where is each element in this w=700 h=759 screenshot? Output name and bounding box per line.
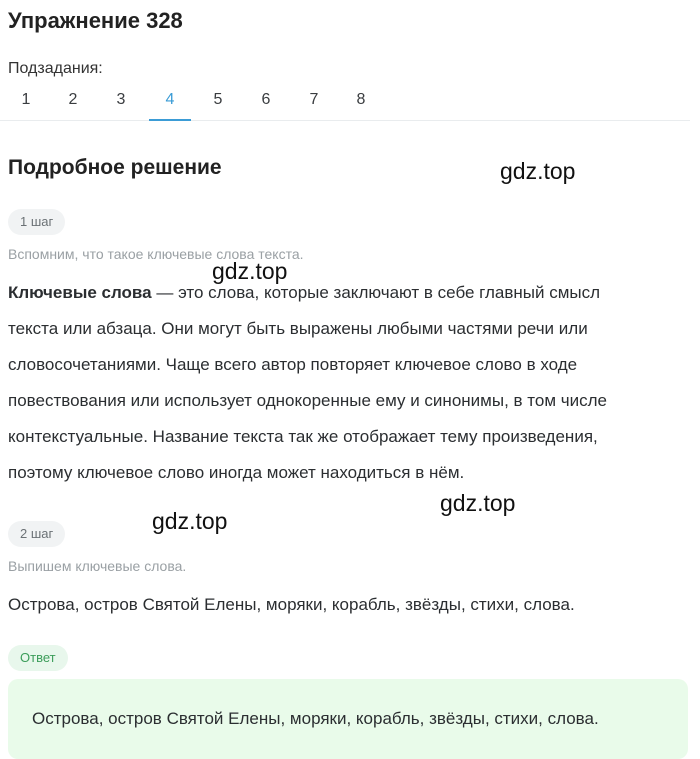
step-1-line-3: словосочетаниями. Чаще всего автор повторяет ключевое слово в ходе [8, 355, 578, 374]
step-1-line-2: текста или абзаца. Они могут быть выражены любыми частями речи или [8, 319, 588, 338]
step-2-badge: 2 шаг [8, 521, 65, 547]
step-1-line-1 [8, 275, 678, 311]
subtask-tabs [0, 86, 690, 121]
step-2-hint: Выпишем ключевые слова. [8, 558, 187, 574]
step-1-line-6: поэтому ключевое слово иногда может находиться в нём. [8, 463, 465, 482]
step-1-line-1-rest: — это слова, которые заключают в себе главный смысл [151, 283, 601, 302]
tab-5[interactable]: 5 [213, 91, 223, 108]
tab-6[interactable]: 6 [261, 91, 271, 108]
watermark: gdz.top [212, 258, 288, 284]
page-title: Упражнение 328 [8, 8, 183, 33]
answer-badge: Ответ [8, 645, 68, 671]
watermark: gdz.top [440, 490, 516, 516]
step-1-line-5: контекстуальные. Название текста так же отображает тему произведения, [8, 427, 598, 446]
watermark: gdz.top [152, 508, 228, 534]
subtasks-label: Подзадания: [8, 60, 103, 77]
step-1-badge: 1 шаг [8, 209, 65, 235]
solution-heading: Подробное решение [8, 156, 222, 179]
step-2-text: Острова, остров Святой Елены, моряки, корабль, звёзды, стихи, слова. [8, 595, 575, 614]
tab-1[interactable]: 1 [21, 91, 31, 108]
key-term: Ключевые слова [8, 283, 152, 302]
watermark: gdz.top [500, 158, 576, 184]
step-1-line-4: повествования или использует однокоренные ему и синонимы, в том числе [8, 391, 607, 410]
answer-text: Острова, остров Святой Елены, моряки, корабль, звёзды, стихи, слова. [32, 709, 599, 728]
tab-8[interactable]: 8 [356, 91, 366, 108]
tab-3[interactable]: 3 [116, 91, 126, 108]
step-1-hint: Вспомним, что такое ключевые слова текста. [8, 246, 304, 262]
tab-4[interactable]: 4 [149, 86, 191, 120]
step-1-text [8, 275, 678, 491]
tab-7[interactable]: 7 [309, 91, 319, 108]
tab-2[interactable]: 2 [68, 91, 78, 108]
